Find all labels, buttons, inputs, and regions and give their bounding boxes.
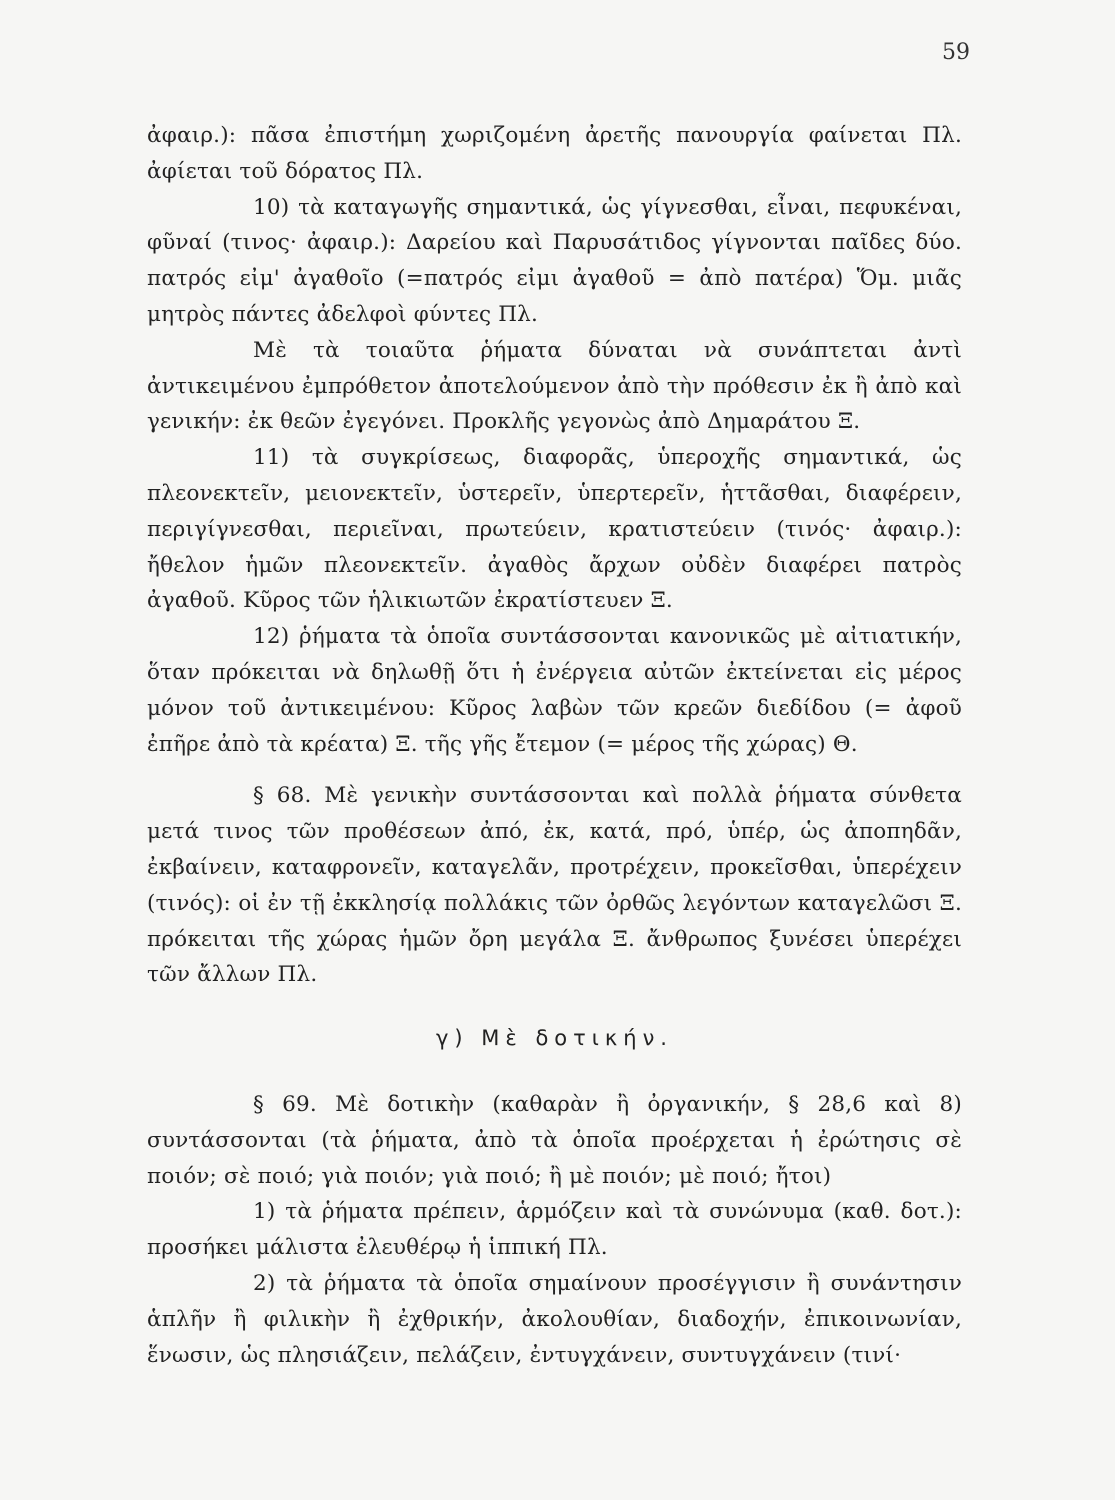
section-heading: γ) Μὲ δοτικήν. [436, 1026, 673, 1051]
page-body [147, 118, 962, 1373]
paragraph-rule-2: 2) τὰ ῥήματα τὰ ὁποῖα σημαίνουν προσέγγισιν ἢ συνάντησιν ἁπλῆν ἢ φιλικὴν ἢ ἐχθρικήν, ἀκολουθίαν, διαδοχήν, ἐπικοινωνίαν, ἕνωσιν, ὡς πλησιάζειν, πελάζειν, ἐντυγχάνειν, συντυγχάνειν (τινί· [147, 1270, 962, 1368]
page-number: 59 [942, 40, 970, 65]
section-68: § 68. Μὲ γενικὴν συντάσσονται καὶ πολλὰ ῥήματα σύνθετα μετά τινος τῶν προθέσεων ἀπό, ἐκ, κατά, πρό, ὑπέρ, ὡς ἀποπηδᾶν, ἐκβαίνειν, καταφρονεῖν, καταγελᾶν, προτρέχειν, προκεῖσθαι, ὑπερέχειν (τινός): οἱ ἐν τῇ ἐκκλησίᾳ πολλάκις τῶν ὀρθῶς λεγόντων καταγελῶσι Ξ. πρόκειται τῆς χώρας ἡμῶν ὄρη μεγάλα Ξ. ἄνθρωπος ξυνέσει ὑπερέχει τῶν ἄλλων Πλ. [147, 783, 962, 988]
paragraph-note: Μὲ τὰ τοιαῦτα ῥήματα δύναται νὰ συνάπτεται ἀντὶ ἀντικειμένου ἐμπρόθετον ἀποτελούμενον ἀπὸ τὴν πρόθεσιν ἐκ ἢ ἀπὸ καὶ γενικήν: ἐκ θεῶν ἐγεγόνει. Προκλῆς γεγονὼς ἀπὸ Δημαράτου Ξ. [147, 337, 962, 435]
paragraph-rule-12: 12) ῥήματα τὰ ὁποῖα συντάσσονται κανονικῶς μὲ αἰτιατικήν, ὅταν πρόκειται νὰ δηλωθῇ ὅτι ἡ ἐνέργεια αὐτῶν ἐκτείνεται εἰς μέρος μόνον τοῦ ἀντικειμένου: Κῦρος λαβὼν τῶν κρεῶν διεδίδου (= ἀφοῦ ἐπῆρε ἀπὸ τὰ κρέατα) Ξ. τῆς γῆς ἔτεμον (= μέρος τῆς χώρας) Θ. [147, 624, 962, 757]
paragraph-rule-1: 1) τὰ ῥήματα πρέπειν, ἁρμόζειν καὶ τὰ συνώνυμα (καθ. δοτ.): προσήκει μάλιστα ἐλευθέρῳ ἡ ἱππική Πλ. [147, 1199, 962, 1261]
paragraph-1: ἀφαιρ.): πᾶσα ἐπιστήμη χωριζομένη ἀρετῆς πανουργία φαίνεται Πλ. ἀφίεται τοῦ δόρατος Πλ. [147, 123, 962, 184]
section-69: § 69. Μὲ δοτικὴν (καθαρὰν ἢ ὀργανικήν, § 28,6 καὶ 8) συντάσσονται (τὰ ῥήματα, ἀπὸ τὰ ὁποῖα προέρχεται ἡ ἐρώτησις σὲ ποιόν; σὲ ποιό; γιὰ ποιόν; γιὰ ποιό; ἢ μὲ ποιόν; μὲ ποιό; ἤτοι) [147, 1091, 962, 1189]
paragraph-rule-10: 10) τὰ καταγωγῆς σημαντικά, ὡς γίγνεσθαι, εἶναι, πεφυκέναι, φῦναί (τινος· ἀφαιρ.): Δαρείου καὶ Παρυσάτιδος γίγνονται παῖδες δύο. πατρός εἰμ' ἀγαθοῖο (=πατρός εἰμι ἀγαθοῦ = ἀπὸ πατέρα) Ὅμ. μιᾶς μητρὸς πάντες ἀδελφοὶ φύντες Πλ. [147, 194, 962, 327]
paragraph-rule-11: 11) τὰ συγκρίσεως, διαφορᾶς, ὑπεροχῆς σημαντικά, ὡς πλεονεκτεῖν, μειονεκτεῖν, ὑστερεῖν, ὑπερτερεῖν, ἡττᾶσθαι, διαφέρειν, περιγίγνεσθαι, περιεῖναι, πρωτεύειν, κρατιστεύειν (τινός· ἀφαιρ.): ἤθελον ἡμῶν πλεονεκτεῖν. ἀγαθὸς ἄρχων οὐδὲν διαφέρει πατρὸς ἀγαθοῦ. Κῦρος τῶν ἡλικιωτῶν ἐκρατίστευεν Ξ. [147, 445, 962, 614]
